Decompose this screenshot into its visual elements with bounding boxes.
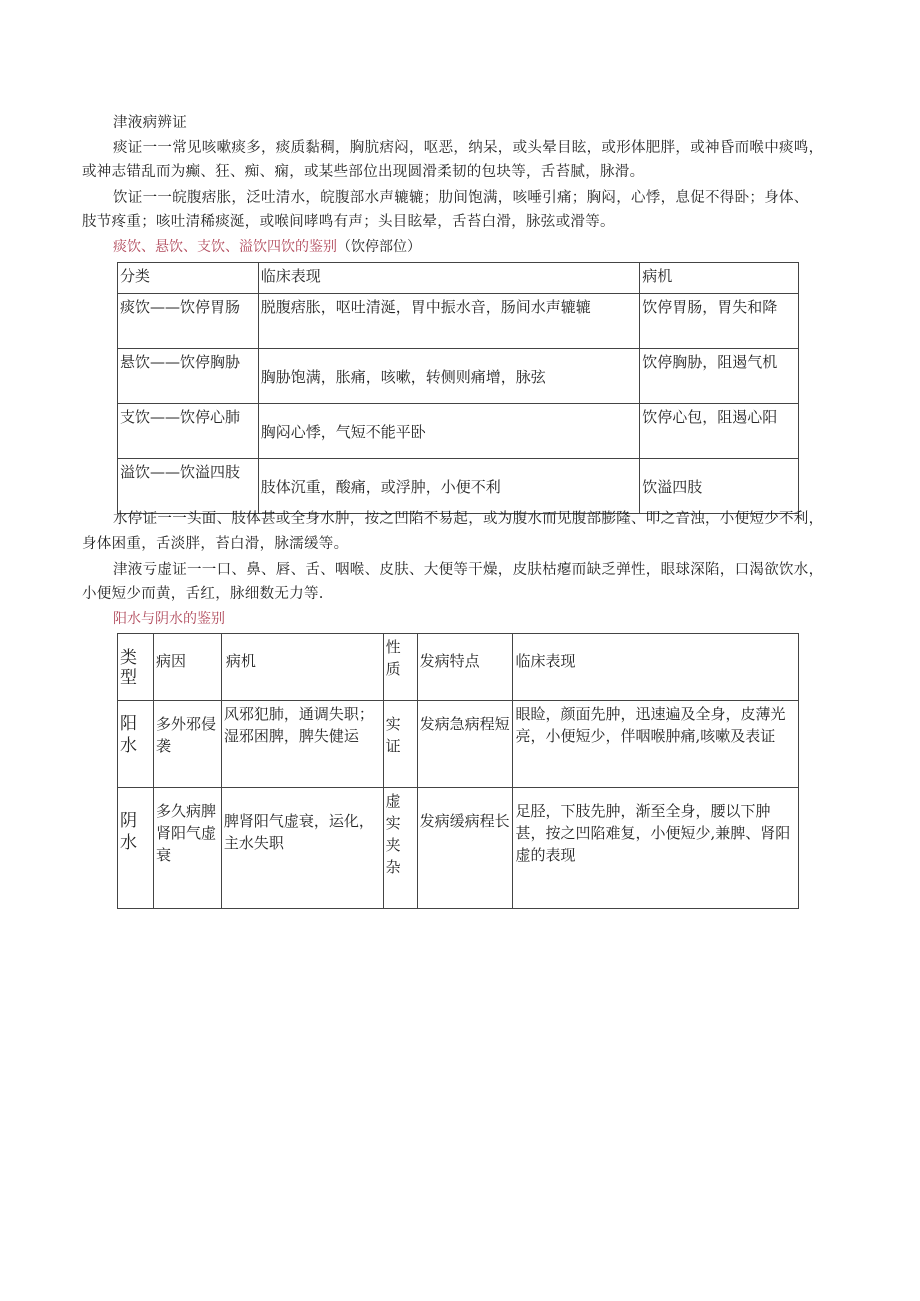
section-title: 津液病辨证 xyxy=(113,115,187,131)
table-cell: 饮停胃肠，胃失和降 xyxy=(640,294,799,349)
shui-paragraph-line2: 身体困重，舌淡胖，苔白滑，脉濡缓等。 xyxy=(82,536,349,552)
table-cell: 足胫，下肢先肿，渐至全身，腰以下肿甚，按之凹陷难复，小便短少,兼脾、肾阳虚的表现 xyxy=(513,788,799,909)
header-cell: 病机 xyxy=(221,634,383,701)
table-cell: 肢体沉重，酸痛，或浮肿，小便不利 xyxy=(258,459,639,514)
table1-heading-note: （饮停部位） xyxy=(337,239,421,255)
shui-paragraph-line1: 水停证一一头面、肢体甚或全身水肿，按之凹陷不易起，或为腹水而见腹部膨隆、叩之音浊，小便短少不利， xyxy=(113,511,824,527)
tan-paragraph-line1: 痰证一一常见咳嗽痰多，痰质黏稠，胸肮痞闷，呕恶，纳呆，或头晕目眩，或形体肥胖，或神昏而喉中痰鸣， xyxy=(113,140,824,156)
table-cell: 风邪犯肺，通调失职；湿邪困脾，脾失健运 xyxy=(221,701,383,788)
kui-paragraph-line1: 津液亏虚证一一口、鼻、唇、舌、咽喉、皮肤、大便等干燥，皮肤枯瘪而缺乏弹性，眼球深陷，口渴欲饮水， xyxy=(113,562,824,578)
header-cell: 发病特点 xyxy=(417,634,513,701)
table-cell: 阳水 xyxy=(118,701,154,788)
table-row xyxy=(118,404,799,459)
table-cell: 实证 xyxy=(383,701,417,788)
table-cell: 悬饮——饮停胸胁 xyxy=(118,349,259,404)
table1-heading xyxy=(113,236,421,258)
table-header-row xyxy=(118,263,799,294)
yang-yin-water-table xyxy=(117,633,799,909)
header-cell: 病机 xyxy=(640,263,799,294)
table-cell: 胸闷心悸，气短不能平卧 xyxy=(258,404,639,459)
table-cell: 发病缓病程长 xyxy=(417,788,513,909)
table-cell: 发病急病程短 xyxy=(417,701,513,788)
header-cell: 类型 xyxy=(118,634,154,701)
table-row xyxy=(118,701,799,788)
table-cell: 多久病脾肾阳气虚衰 xyxy=(153,788,221,909)
table-cell: 饮停心包，阻遏心阳 xyxy=(640,404,799,459)
table-cell: 饮停胸胁，阻遏气机 xyxy=(640,349,799,404)
table-cell: 脾肾阳气虚衰，运化，主水失职 xyxy=(221,788,383,909)
yin-paragraph-line1: 饮证一一皖腹痞胀，泛吐清水，皖腹部水声辘辘；肋间饱满，咳唾引痛；胸闷，心悸，息促不得卧；身体、 xyxy=(113,190,809,206)
table-cell: 溢饮——饮溢四肢 xyxy=(118,459,259,514)
table-cell: 支饮——饮停心肺 xyxy=(118,404,259,459)
table-cell: 眼睑，颜面先肿，迅速遍及全身，皮薄光亮，小便短少，伴咽喉肿痛,咳嗽及表证 xyxy=(513,701,799,788)
header-cell: 临床表现 xyxy=(513,634,799,701)
kui-paragraph-line2: 小便短少而黄，舌红，脉细数无力等. xyxy=(82,586,324,602)
table-cell: 多外邪侵袭 xyxy=(153,701,221,788)
table-row xyxy=(118,788,799,909)
table-row xyxy=(118,459,799,514)
tan-paragraph-line2: 或神志错乱而为癫、狂、痴、痫，或某些部位出现圆滑柔韧的包块等，舌苔腻，脉滑。 xyxy=(82,164,645,180)
table-cell: 胸胁饱满，胀痛，咳嗽，转侧则痛增，脉弦 xyxy=(258,349,639,404)
table-cell: 饮溢四肢 xyxy=(640,459,799,514)
table-row xyxy=(118,349,799,404)
table2-heading: 阳水与阴水的鉴别 xyxy=(113,611,225,627)
table-cell: 脱腹痞胀，呕吐清涎，胃中振水音，肠间水声辘辘 xyxy=(258,294,639,349)
header-cell: 临床表现 xyxy=(258,263,639,294)
table-cell: 阴水 xyxy=(118,788,154,909)
table-cell: 虚实夹杂 xyxy=(383,788,417,909)
table-cell: 痰饮——饮停胃肠 xyxy=(118,294,259,349)
table-row xyxy=(118,294,799,349)
yin-paragraph-line2: 肢节疼重；咳吐清稀痰涎，或喉间哮鸣有声；头目眩晕，舌苔白滑，脉弦或滑等。 xyxy=(82,214,615,230)
header-cell: 病因 xyxy=(153,634,221,701)
table-header-row xyxy=(118,634,799,701)
four-yin-table xyxy=(117,262,799,514)
table1-heading-red: 痰饮、悬饮、支饮、溢饮四饮的鉴别 xyxy=(113,239,337,255)
header-cell: 分类 xyxy=(118,263,259,294)
header-cell: 性质 xyxy=(383,634,417,701)
